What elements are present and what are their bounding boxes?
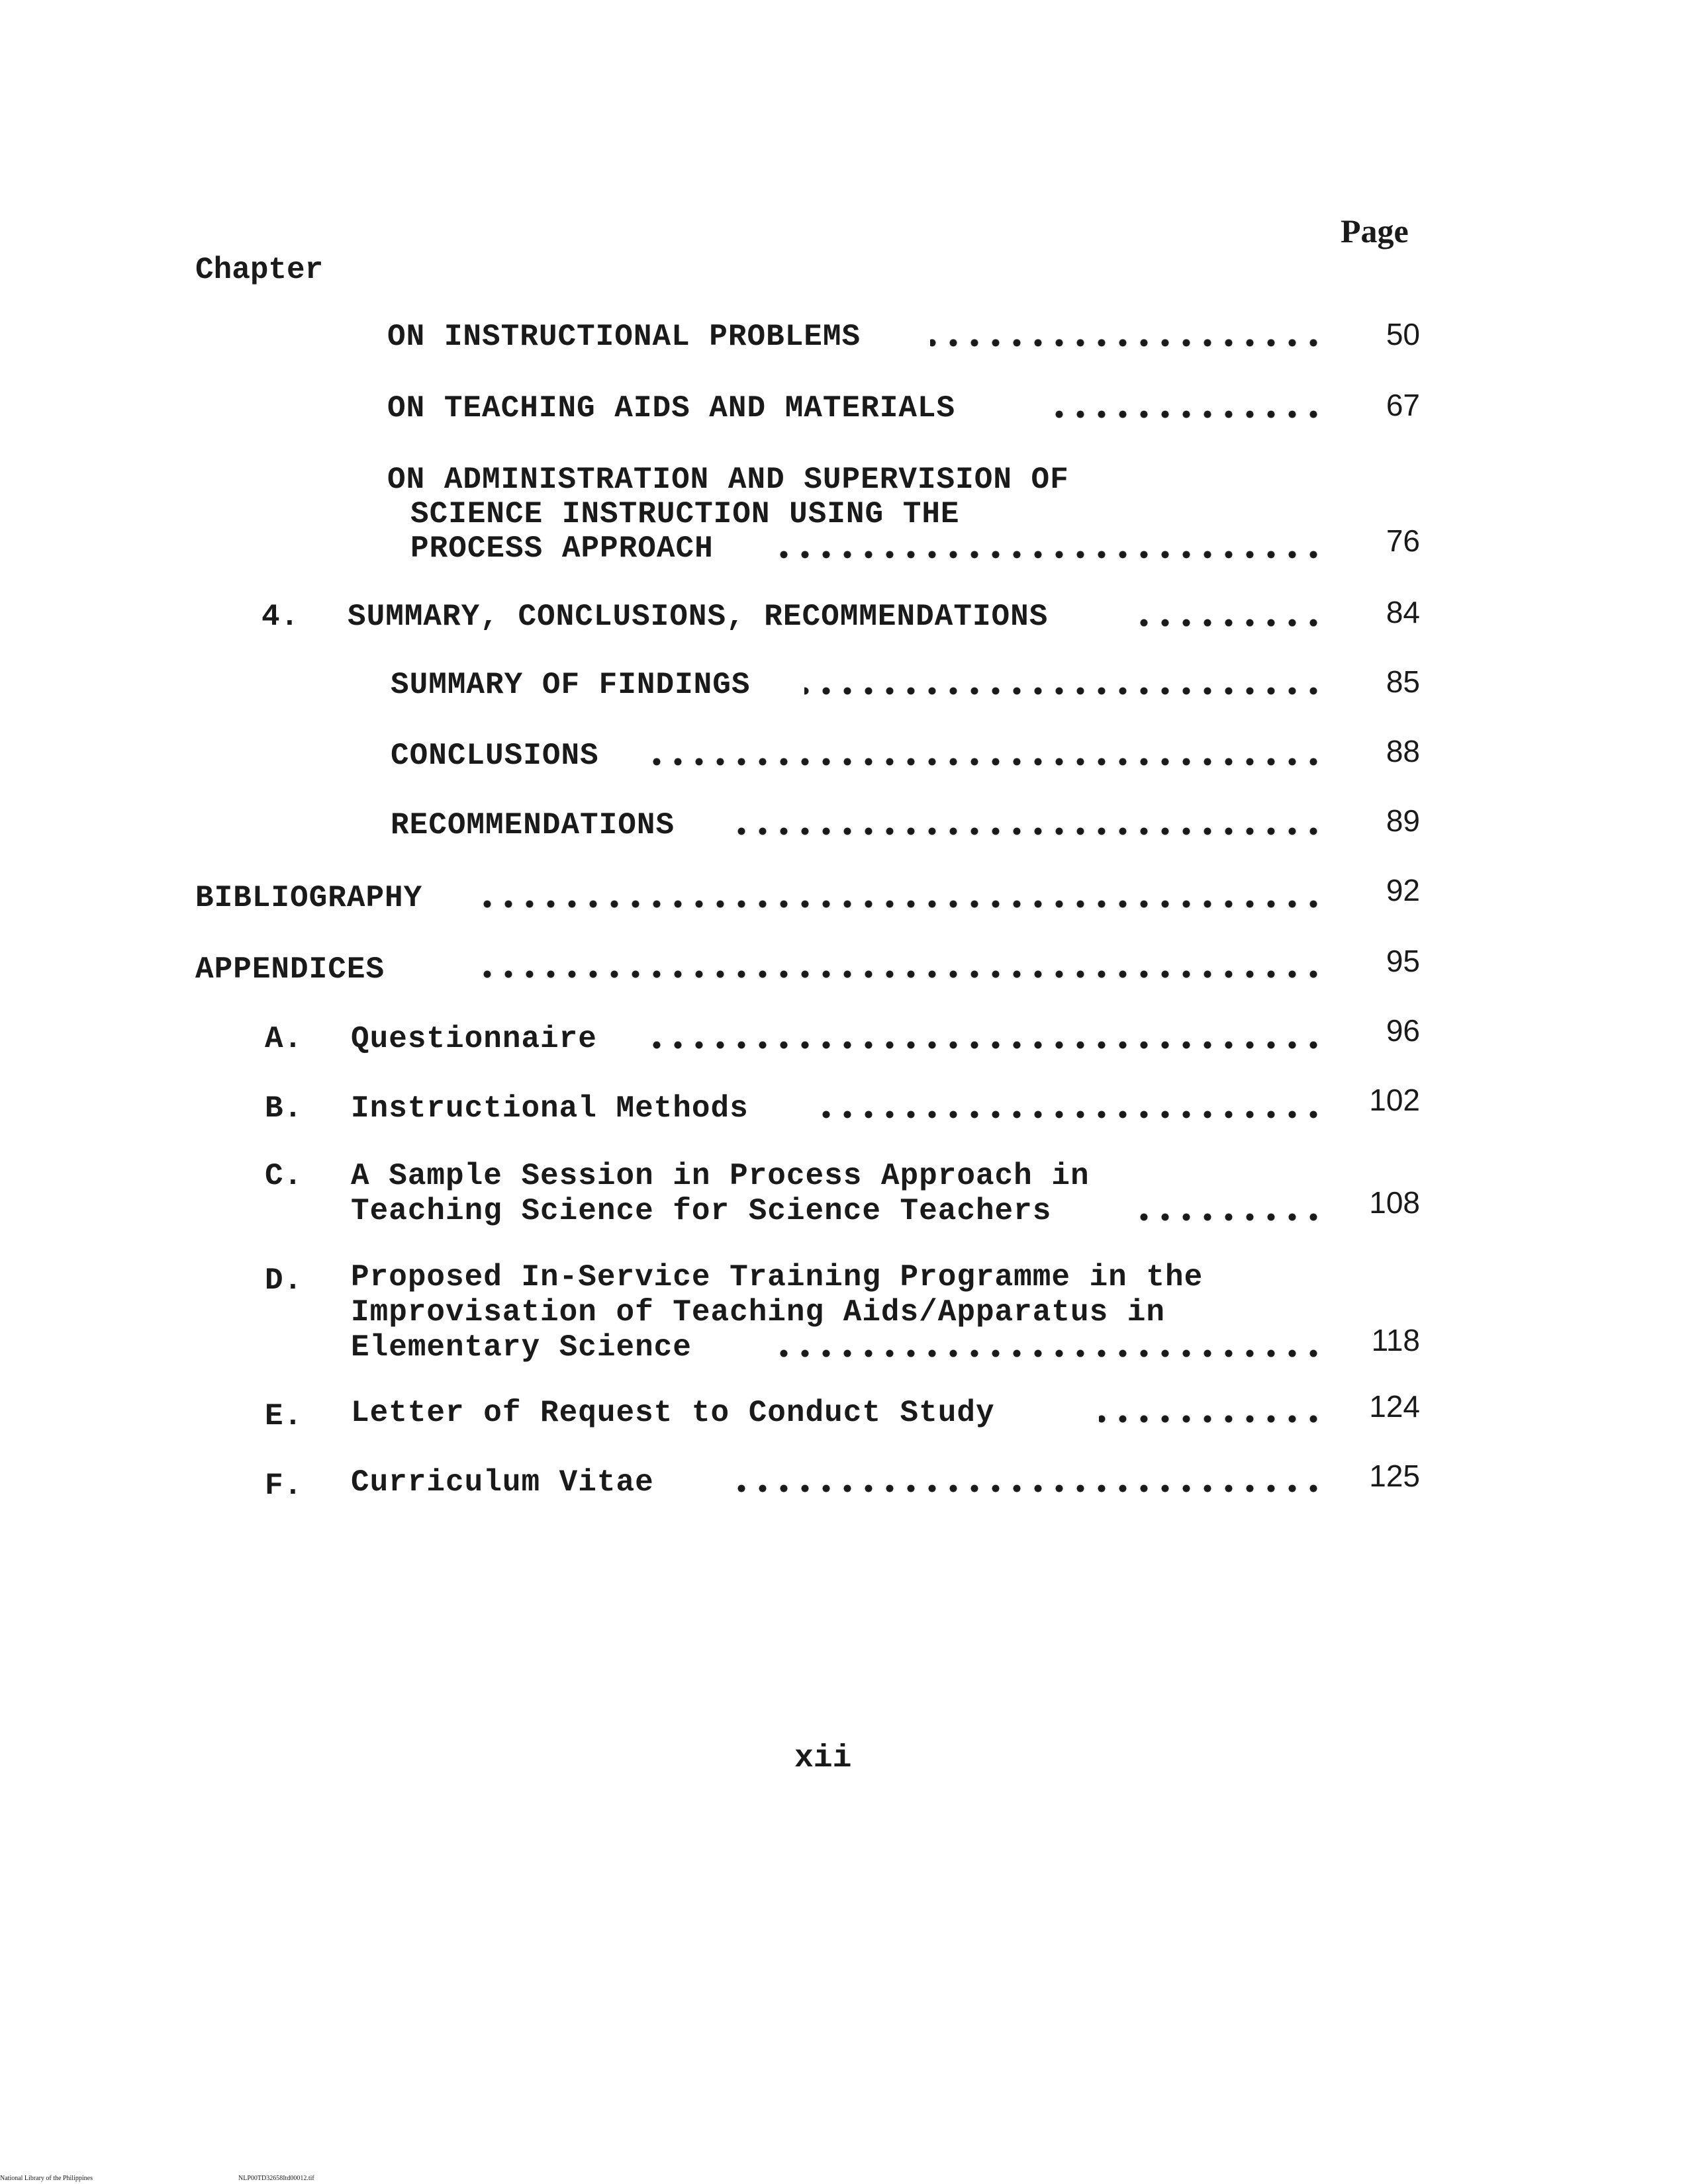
- toc-page-number: 88: [1386, 734, 1420, 768]
- toc-entry-title-line-2: SCIENCE INSTRUCTION USING THE: [410, 497, 960, 531]
- dot-leader: [804, 687, 1324, 695]
- dot-leader: [1053, 410, 1324, 418]
- page-folio: xii: [794, 1741, 852, 1776]
- dot-leader: [477, 900, 1324, 908]
- toc-entry-title: APPENDICES: [195, 952, 385, 987]
- toc-entry-title: ON TEACHING AIDS AND MATERIALS: [387, 391, 956, 426]
- dot-leader: [645, 758, 1324, 766]
- toc-page-number: 108: [1369, 1185, 1420, 1220]
- appendix-letter: D.: [265, 1263, 303, 1298]
- toc-entry-title: Questionnaire: [351, 1022, 597, 1056]
- dot-leader: [775, 1349, 1324, 1357]
- toc-page-number: 84: [1386, 595, 1420, 629]
- appendix-letter: E.: [265, 1399, 303, 1433]
- toc-page-number: 92: [1386, 873, 1420, 907]
- dot-leader: [477, 970, 1324, 978]
- toc-entry-title-line-1: A Sample Session in Process Approach in: [351, 1159, 1090, 1193]
- toc-entry-title-line-2: Teaching Science for Science Teachers: [351, 1194, 1052, 1228]
- toc-entry-title: RECOMMENDATIONS: [391, 808, 675, 842]
- dot-leader: [645, 1041, 1324, 1049]
- appendix-letter: C.: [265, 1159, 303, 1193]
- dot-leader: [1135, 619, 1324, 627]
- dot-leader: [930, 339, 1324, 347]
- toc-entry-title-line-3: Elementary Science: [351, 1330, 692, 1365]
- toc-entry-title: CONCLUSIONS: [391, 739, 599, 773]
- toc-entry-title-line-2: Improvisation of Teaching Aids/Apparatus in: [351, 1295, 1165, 1330]
- toc-page-number: 67: [1386, 388, 1420, 422]
- dot-leader: [728, 827, 1324, 835]
- footer-file-name: NLP00TD32658Itd00012.tif: [238, 2175, 314, 2182]
- toc-page-number: 96: [1386, 1013, 1420, 1048]
- toc-page-number: 89: [1386, 803, 1420, 838]
- toc-entry-title: Instructional Methods: [351, 1091, 749, 1126]
- appendix-letter: F.: [265, 1469, 303, 1503]
- toc-page-number: 50: [1386, 317, 1420, 351]
- appendix-letter: B.: [265, 1091, 303, 1126]
- toc-entry-title: SUMMARY, CONCLUSIONS, RECOMMENDATIONS: [348, 600, 1049, 634]
- chapter-column-header: Chapter: [195, 253, 324, 287]
- toc-page-number: 102: [1369, 1083, 1420, 1117]
- dot-leader: [728, 1484, 1324, 1492]
- toc-entry-title: Curriculum Vitae: [351, 1465, 654, 1500]
- toc-page-number: 118: [1371, 1323, 1420, 1357]
- toc-page-number: 76: [1386, 523, 1420, 558]
- toc-entry-title-line-3: PROCESS APPROACH: [410, 531, 714, 566]
- appendix-letter: A.: [265, 1022, 303, 1056]
- toc-entry-title: BIBLIOGRAPHY: [195, 881, 423, 915]
- dot-leader: [1099, 1415, 1324, 1423]
- chapter-number: 4.: [261, 600, 300, 634]
- footer-library-name: National Library of the Philippines: [0, 2175, 93, 2182]
- dot-leader: [814, 1111, 1324, 1118]
- toc-page-number: 124: [1369, 1389, 1420, 1424]
- toc-entry-title-line-1: Proposed In-Service Training Programme in the: [351, 1260, 1204, 1295]
- page-column-header: Page: [1341, 212, 1409, 250]
- dot-leader: [1139, 1213, 1324, 1221]
- dot-leader: [768, 551, 1324, 559]
- toc-entry-title: SUMMARY OF FINDINGS: [391, 668, 751, 702]
- toc-entry-title: ON INSTRUCTIONAL PROBLEMS: [387, 320, 861, 354]
- toc-page-number: 95: [1386, 944, 1420, 978]
- toc-entry-title-line-1: ON ADMINISTRATION AND SUPERVISION OF: [387, 463, 1069, 497]
- toc-entry-title: Letter of Request to Conduct Study: [351, 1396, 995, 1430]
- toc-page-number: 85: [1386, 664, 1420, 699]
- toc-page-number: 125: [1369, 1459, 1420, 1493]
